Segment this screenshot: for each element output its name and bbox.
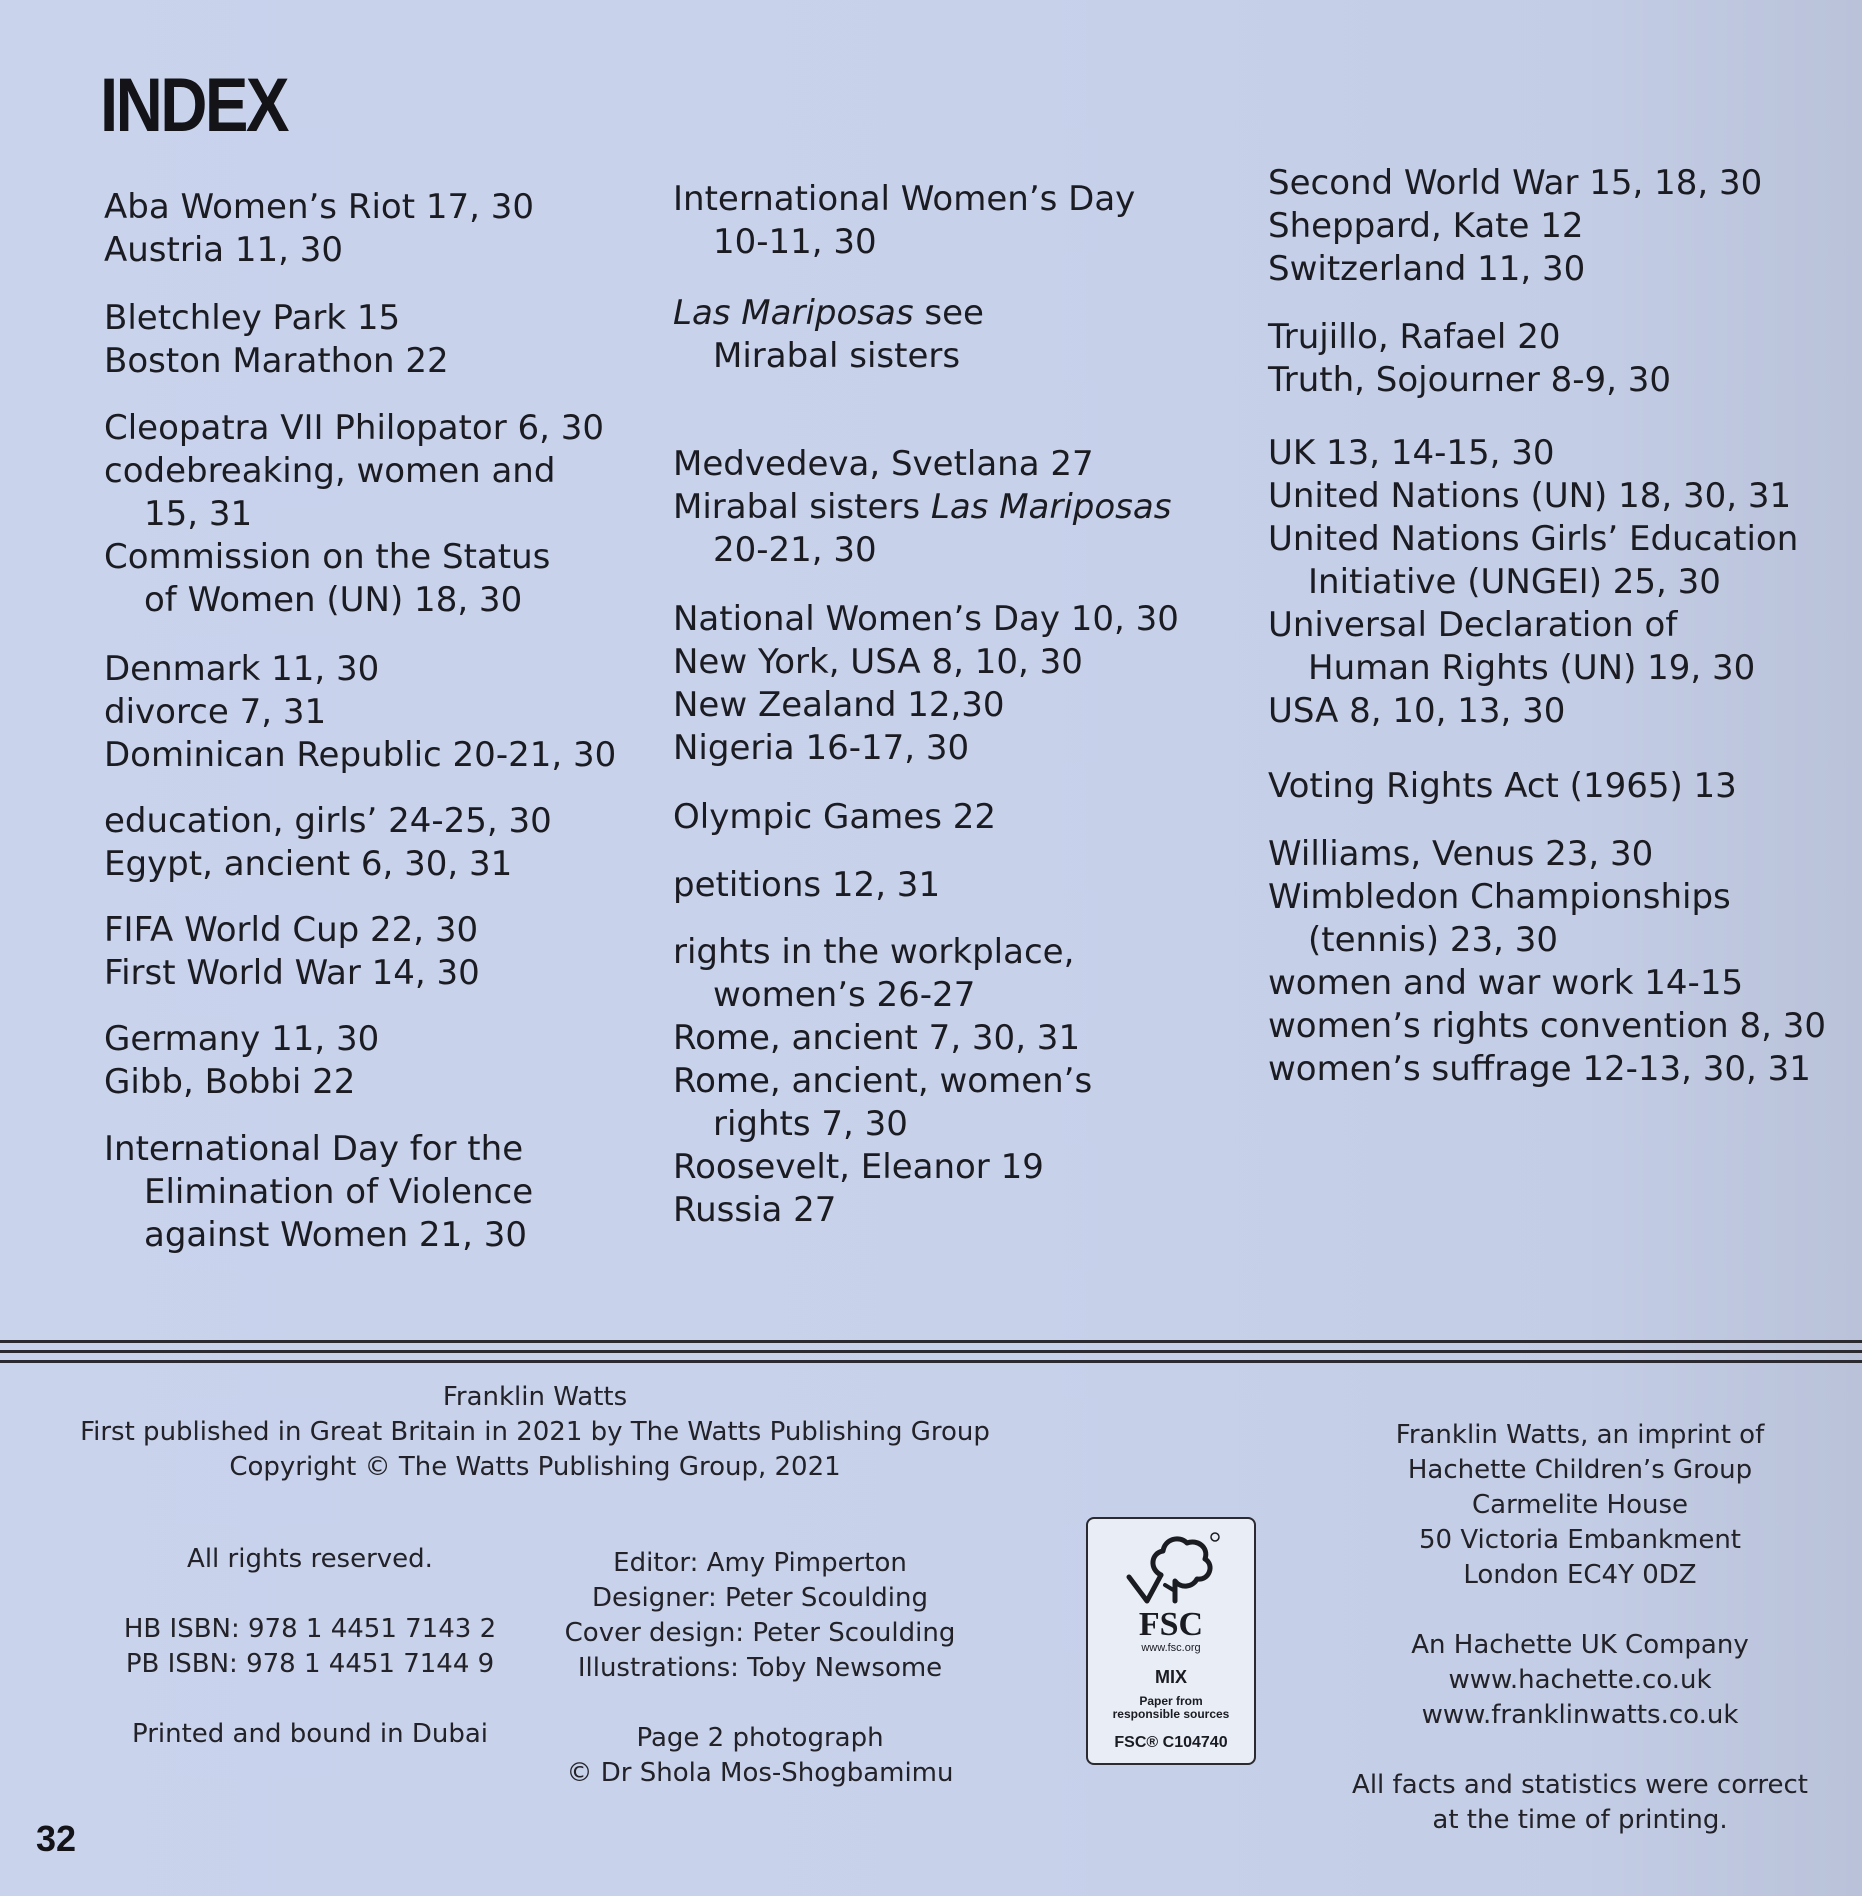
fsc-paper-line-2: responsible sources [1112,1707,1230,1721]
index-entry: Rome, ancient 7, 30, 31 [673,1018,1081,1058]
index-group [673,864,940,907]
fsc-name: FSC [1138,1606,1204,1643]
index-group [104,186,534,272]
company-line: An Hachette UK Company [1411,1630,1749,1660]
index-entry: Nigeria 16-17, 30 [673,728,970,768]
divider-rule [0,1350,1862,1353]
index-group [673,292,1033,378]
index-entry: United Nations (UN) 18, 30, 31 [1268,476,1792,516]
index-entry: Wimbledon Championships (tennis) 23, 30 [1268,877,1731,960]
index-entry-text: 20-21, 30 [713,530,877,570]
page-number: 32 [36,1818,77,1859]
index-entry: United Nations Girls’ Education Initiative (UNGEI) 25, 30 [1268,519,1799,602]
copyright-line: Copyright © The Watts Publishing Group, 2021 [229,1452,841,1482]
imprint-block [1330,1418,1830,1838]
imprint-line: 50 Victoria Embankment [1418,1525,1742,1555]
index-entry: International Women’s Day 10-11, 30 [673,179,1136,262]
index-entry: petitions 12, 31 [673,865,941,905]
index-group [673,796,996,839]
index-entry [673,292,1033,378]
index-entry: Williams, Venus 23, 30 [1268,834,1654,874]
index-entry: Austria 11, 30 [104,230,344,270]
index-entry: Olympic Games 22 [673,797,996,837]
index-entry: Switzerland 11, 30 [1268,249,1586,289]
index-entry: Sheppard, Kate 12 [1268,206,1584,246]
index-group [104,800,552,886]
index-group [673,598,1179,770]
index-entry: FIFA World Cup 22, 30 [104,910,479,950]
index-group [673,443,1213,572]
index-entry: Truth, Sojourner 8-9, 30 [1268,360,1672,400]
fsc-logo [1086,1517,1256,1765]
rights-isbn-block [110,1542,510,1752]
index-entry: divorce 7, 31 [104,692,327,732]
imprint-line: Hachette Children’s Group [1407,1455,1753,1485]
index-group [1268,432,1848,733]
photo-credit: Page 2 photograph [636,1723,884,1753]
fsc-mix: MIX [1154,1667,1187,1687]
publication-details [60,1380,1010,1485]
spacer [110,1577,510,1612]
index-entry: Denmark 11, 30 [104,649,380,689]
index-entry: rights in the workplace, women’s 26-27 [673,932,1075,1015]
index-entry: National Women’s Day 10, 30 [673,599,1179,639]
website-url: www.hachette.co.uk [1448,1665,1712,1695]
credits-block [560,1546,960,1791]
index-entry: USA 8, 10, 13, 30 [1268,691,1566,731]
index-entry: Voting Rights Act (1965) 13 [1268,766,1737,806]
facts-note: at the time of printing. [1432,1805,1728,1835]
index-group [673,931,1143,1232]
index-group [104,1128,564,1257]
index-entry: Dominican Republic 20-21, 30 [104,735,617,775]
fsc-tree-icon [1121,1529,1221,1611]
index-entry: codebreaking, women and 15, 31 [104,451,556,534]
index-entry: Second World War 15, 18, 30 [1268,163,1763,203]
index-entry: New Zealand 12,30 [673,685,1005,725]
index-entry: women’s rights convention 8, 30 [1268,1006,1827,1046]
designer-credit: Designer: Peter Scoulding [591,1583,929,1613]
publisher-name: Franklin Watts [442,1382,628,1412]
index-group [104,909,480,995]
index-entry-text: see Mirabal sisters [713,293,984,376]
index-entry: education, girls’ 24-25, 30 [104,801,552,841]
imprint-line: London EC4Y 0DZ [1463,1560,1697,1590]
cover-design-credit: Cover design: Peter Scoulding [564,1618,956,1648]
editor-credit: Editor: Amy Pimperton [613,1548,907,1578]
index-entry: UK 13, 14-15, 30 [1268,433,1555,473]
index-entry: Egypt, ancient 6, 30, 31 [104,844,513,884]
fsc-license-code: FSC® C104740 [1114,1734,1228,1751]
index-group [1268,765,1737,808]
index-entry: Trujillo, Rafael 20 [1268,317,1561,357]
pb-isbn: PB ISBN: 978 1 4451 7144 9 [125,1649,495,1679]
index-entry-italic: Las Mariposas [673,293,914,333]
rights-reserved: All rights reserved. [187,1544,433,1574]
index-group [1268,316,1671,402]
first-published: First published in Great Britain in 2021 by The Watts Publishing Group [80,1417,990,1447]
index-entry: Boston Marathon 22 [104,341,449,381]
index-group [1268,833,1826,1091]
index-entry: Bletchley Park 15 [104,298,401,338]
index-group [104,297,449,383]
index-entry: Medvedeva, Svetlana 27 [673,444,1094,484]
index-entry: Roosevelt, Eleanor 19 [673,1147,1044,1187]
index-entry: Commission on the Status of Women (UN) 18, 30 [104,537,551,620]
photo-credit-holder: © Dr Shola Mos-Shogbamimu [566,1758,954,1788]
index-entry: Universal Declaration of Human Rights (UN) 19, 30 [1268,605,1756,688]
index-entry: International Day for the Elimination of Violence against Women 21, 30 [104,1129,534,1255]
facts-note: All facts and statistics were correct [1352,1770,1808,1800]
index-entry: Germany 11, 30 [104,1019,380,1059]
index-entry: Gibb, Bobbi 22 [104,1062,356,1102]
spacer [110,1682,510,1717]
index-entry: Russia 27 [673,1190,837,1230]
fsc-url: www.fsc.org [1141,1642,1201,1654]
index-entry: women’s suffrage 12-13, 30, 31 [1268,1049,1811,1089]
printed-location: Printed and bound in Dubai [131,1719,488,1749]
index-entry: women and war work 14-15 [1268,963,1744,1003]
index-entry-italic: Las Mariposas [930,487,1172,527]
index-entry: First World War 14, 30 [104,953,480,993]
spacer [1330,1593,1830,1628]
website-url: www.franklinwatts.co.uk [1421,1700,1739,1730]
imprint-line: Franklin Watts, an imprint of [1395,1420,1765,1450]
index-entry: Cleopatra VII Philopator 6, 30 [104,408,604,448]
index-entry [673,486,1213,572]
page-title: INDEX [100,63,287,148]
divider-rule [0,1360,1862,1363]
illustrations-credit: Illustrations: Toby Newsome [577,1653,943,1683]
index-entry-text: Mirabal sisters [673,487,921,527]
index-entry: Aba Women’s Riot 17, 30 [104,187,534,227]
fsc-paper-line-1: Paper from [1139,1694,1203,1708]
index-group [673,178,1163,264]
index-entry: New York, USA 8, 10, 30 [673,642,1083,682]
imprint-line: Carmelite House [1471,1490,1689,1520]
index-group [104,407,604,622]
spacer [1330,1733,1830,1768]
index-entry: Rome, ancient, women’s rights 7, 30 [673,1061,1093,1144]
index-group [104,1018,379,1104]
divider-rule [0,1340,1862,1343]
index-group [104,648,616,777]
spacer [560,1686,960,1721]
index-group [1268,162,1762,291]
hb-isbn: HB ISBN: 978 1 4451 7143 2 [123,1614,497,1644]
